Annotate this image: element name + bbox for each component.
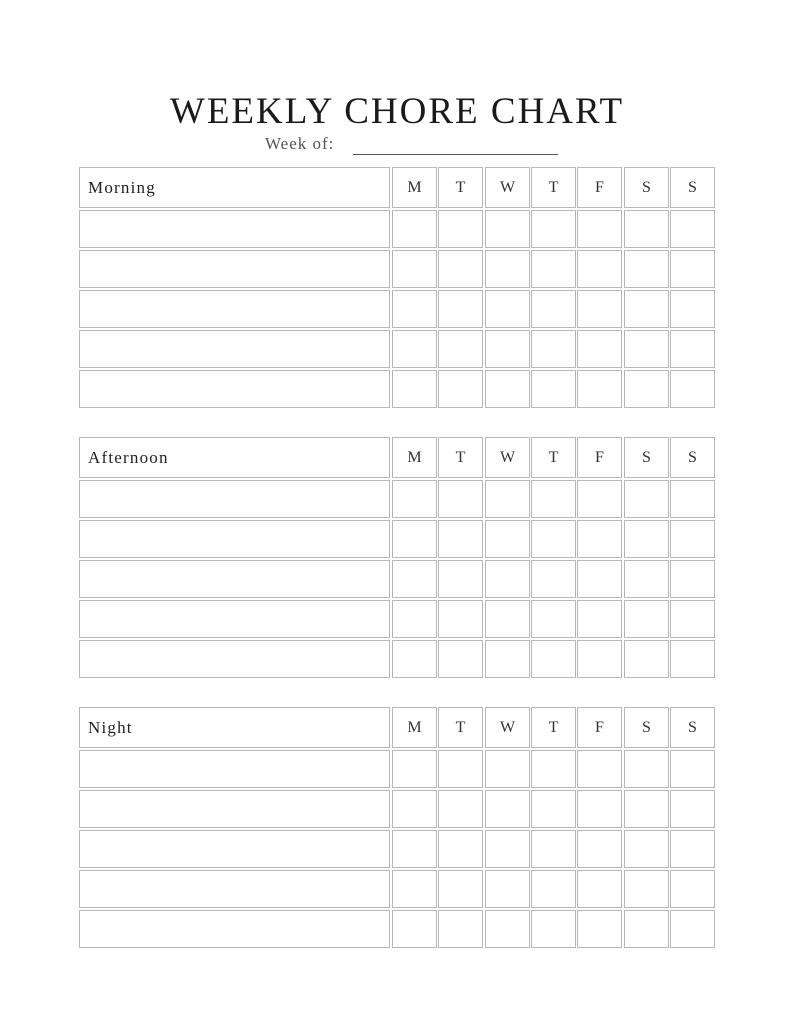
day-checkbox[interactable] [670,480,715,518]
chore-task-field[interactable] [79,600,390,638]
day-checkbox[interactable] [670,790,715,828]
section-label: Night [88,718,133,737]
day-header: W [485,167,530,208]
chore-task-field[interactable] [79,870,390,908]
day-checkbox[interactable] [392,750,437,788]
day-checkbox[interactable] [438,330,483,368]
day-checkbox[interactable] [485,790,530,828]
section-label: Morning [88,178,156,197]
day-checkbox[interactable] [624,250,669,288]
day-checkbox[interactable] [577,290,622,328]
day-header: S [624,707,669,748]
day-checkbox[interactable] [485,750,530,788]
day-checkbox[interactable] [392,870,437,908]
day-header: M [392,167,437,208]
chore-task-field[interactable] [79,330,390,368]
day-checkbox[interactable] [485,210,530,248]
day-checkbox[interactable] [577,330,622,368]
day-checkbox[interactable] [577,210,622,248]
day-checkbox[interactable] [670,750,715,788]
day-checkbox[interactable] [392,790,437,828]
day-checkbox[interactable] [438,870,483,908]
chore-task-field[interactable] [79,370,390,408]
day-header: T [531,707,576,748]
week-of-row [265,134,565,158]
day-checkbox[interactable] [670,600,715,638]
day-header: T [531,167,576,208]
day-checkbox[interactable] [531,750,576,788]
day-checkbox[interactable] [438,250,483,288]
day-checkbox[interactable] [485,640,530,678]
chore-task-field[interactable] [79,750,390,788]
day-checkbox[interactable] [531,520,576,558]
day-checkbox[interactable] [670,520,715,558]
day-checkbox[interactable] [577,560,622,598]
day-checkbox[interactable] [485,870,530,908]
day-checkbox[interactable] [531,480,576,518]
day-checkbox[interactable] [531,830,576,868]
day-checkbox[interactable] [485,290,530,328]
day-checkbox[interactable] [624,210,669,248]
day-checkbox[interactable] [670,910,715,948]
day-checkbox[interactable] [624,600,669,638]
day-checkbox[interactable] [485,370,530,408]
day-checkbox[interactable] [577,480,622,518]
day-checkbox[interactable] [485,830,530,868]
day-checkbox[interactable] [624,870,669,908]
day-checkbox[interactable] [670,290,715,328]
day-checkbox[interactable] [624,750,669,788]
day-header: M [392,707,437,748]
day-checkbox[interactable] [485,520,530,558]
day-checkbox[interactable] [577,910,622,948]
day-checkbox[interactable] [624,370,669,408]
day-checkbox[interactable] [485,480,530,518]
day-checkbox[interactable] [531,640,576,678]
day-checkbox[interactable] [438,370,483,408]
day-checkbox[interactable] [392,370,437,408]
day-checkbox[interactable] [670,640,715,678]
day-checkbox[interactable] [485,250,530,288]
day-checkbox[interactable] [624,790,669,828]
day-checkbox[interactable] [577,830,622,868]
day-checkbox[interactable] [531,290,576,328]
day-checkbox[interactable] [531,250,576,288]
day-checkbox[interactable] [531,790,576,828]
day-checkbox[interactable] [392,210,437,248]
day-checkbox[interactable] [392,290,437,328]
day-checkbox[interactable] [624,480,669,518]
day-checkbox[interactable] [670,370,715,408]
day-checkbox[interactable] [624,330,669,368]
day-header: S [670,167,715,208]
day-checkbox[interactable] [577,250,622,288]
chore-task-field[interactable] [79,520,390,558]
chore-task-field[interactable] [79,790,390,828]
section-header [79,707,390,748]
day-checkbox[interactable] [577,370,622,408]
week-of-line[interactable] [353,154,558,155]
day-checkbox[interactable] [392,830,437,868]
day-checkbox[interactable] [438,830,483,868]
day-checkbox[interactable] [624,910,669,948]
day-checkbox[interactable] [392,560,437,598]
day-header: W [485,707,530,748]
day-checkbox[interactable] [670,210,715,248]
section-label: Afternoon [88,448,169,467]
chore-task-field[interactable] [79,210,390,248]
chore-task-field[interactable] [79,560,390,598]
day-checkbox[interactable] [577,790,622,828]
day-checkbox[interactable] [531,910,576,948]
day-checkbox[interactable] [392,600,437,638]
day-checkbox[interactable] [670,830,715,868]
day-checkbox[interactable] [438,290,483,328]
day-checkbox[interactable] [485,600,530,638]
day-header: T [438,437,483,478]
day-checkbox[interactable] [531,370,576,408]
day-header: W [485,437,530,478]
day-checkbox[interactable] [577,640,622,678]
day-checkbox[interactable] [438,480,483,518]
day-checkbox[interactable] [624,640,669,678]
day-header: M [392,437,437,478]
day-checkbox[interactable] [531,560,576,598]
day-checkbox[interactable] [392,640,437,678]
day-checkbox[interactable] [670,250,715,288]
day-checkbox[interactable] [531,330,576,368]
day-checkbox[interactable] [392,480,437,518]
day-checkbox[interactable] [438,910,483,948]
chore-task-field[interactable] [79,480,390,518]
chore-task-field[interactable] [79,250,390,288]
chore-task-field[interactable] [79,290,390,328]
day-header: S [670,437,715,478]
day-header: S [670,707,715,748]
day-checkbox[interactable] [438,520,483,558]
week-of-label: Week of: [265,134,335,153]
day-checkbox[interactable] [577,520,622,558]
day-header: T [438,167,483,208]
day-checkbox[interactable] [624,830,669,868]
day-checkbox[interactable] [577,870,622,908]
day-checkbox[interactable] [531,870,576,908]
day-checkbox[interactable] [577,750,622,788]
day-checkbox[interactable] [438,600,483,638]
day-checkbox[interactable] [438,790,483,828]
day-checkbox[interactable] [392,330,437,368]
chore-task-field[interactable] [79,640,390,678]
day-checkbox[interactable] [438,560,483,598]
day-checkbox[interactable] [670,560,715,598]
day-header: S [624,437,669,478]
day-checkbox[interactable] [624,290,669,328]
chore-task-field[interactable] [79,830,390,868]
day-checkbox[interactable] [485,560,530,598]
day-checkbox[interactable] [392,910,437,948]
day-header: T [531,437,576,478]
day-checkbox[interactable] [392,250,437,288]
day-checkbox[interactable] [438,640,483,678]
section-header [79,167,390,208]
day-checkbox[interactable] [670,330,715,368]
day-checkbox[interactable] [485,330,530,368]
day-header: F [577,707,622,748]
day-header: F [577,437,622,478]
day-checkbox[interactable] [531,210,576,248]
day-checkbox[interactable] [438,750,483,788]
day-checkbox[interactable] [577,600,622,638]
day-checkbox[interactable] [438,210,483,248]
day-checkbox[interactable] [624,520,669,558]
chore-task-field[interactable] [79,910,390,948]
day-checkbox[interactable] [670,870,715,908]
day-header: T [438,707,483,748]
page-title: WEEKLY CHORE CHART [169,91,625,132]
day-header: S [624,167,669,208]
section-header [79,437,390,478]
day-checkbox[interactable] [392,520,437,558]
day-checkbox[interactable] [624,560,669,598]
day-checkbox[interactable] [485,910,530,948]
day-checkbox[interactable] [531,600,576,638]
day-header: F [577,167,622,208]
